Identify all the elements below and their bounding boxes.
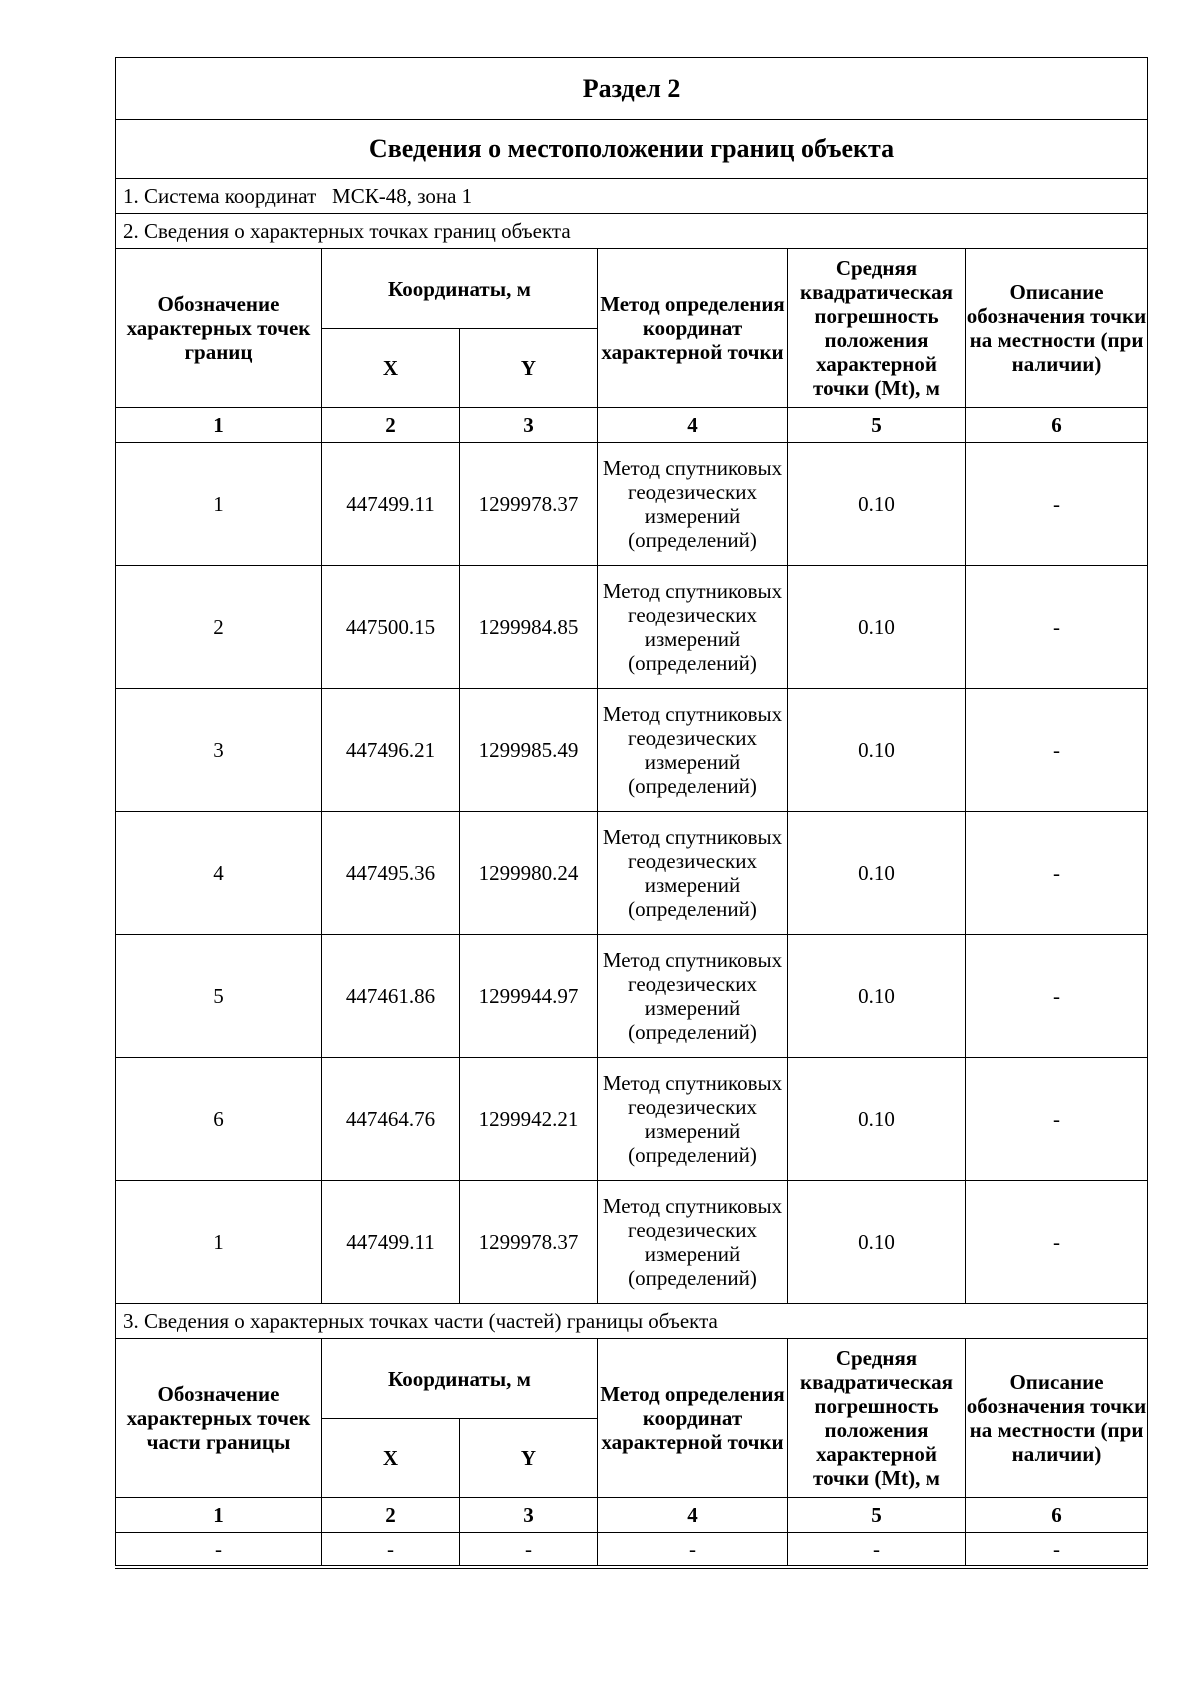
description: - [966,689,1148,812]
coord-y: 1299984.85 [460,566,598,689]
coord-y: - [460,1533,598,1568]
table-row [116,566,1148,689]
section-subtitle: Сведения о местоположении границ объекта [116,120,1148,179]
error: - [788,1533,966,1568]
parts-column-numbers-row [116,1498,1148,1533]
coord-y: 1299978.37 [460,1181,598,1304]
col-number: 2 [322,408,460,443]
point-id: 6 [116,1058,322,1181]
point-id: 2 [116,566,322,689]
description: - [966,1181,1148,1304]
coord-x: - [322,1533,460,1568]
points-section-title: 2. Сведения о характерных точках границ объекта [116,214,1148,249]
coordinate-system-label: 1. Система координат [123,184,317,208]
parts-header-x: X [322,1419,460,1498]
method: Метод спутниковых геодезических измерений (определений) [598,935,788,1058]
method: Метод спутниковых геодезических измерений (определений) [598,812,788,935]
coord-x: 447496.21 [322,689,460,812]
error: 0.10 [788,935,966,1058]
error: 0.10 [788,1181,966,1304]
header-method: Метод определения координат характерной точки [598,249,788,408]
point-id: 3 [116,689,322,812]
coord-y: 1299980.24 [460,812,598,935]
parts-header-description: Описание обозначения точки на местности (при наличии) [966,1339,1148,1498]
point-id: 5 [116,935,322,1058]
header-coords: Координаты, м [322,249,598,329]
parts-table-row [116,1533,1148,1568]
parts-header-coords: Координаты, м [322,1339,598,1419]
col-number: 3 [460,408,598,443]
error: 0.10 [788,1058,966,1181]
error: 0.10 [788,689,966,812]
section-title: Раздел 2 [116,58,1148,120]
header-description: Описание обозначения точки на местности (при наличии) [966,249,1148,408]
description: - [966,812,1148,935]
coord-x: 447461.86 [322,935,460,1058]
description: - [966,1533,1148,1568]
coordinate-system-row [116,179,1148,214]
parts-header-error: Средняя квадратическая погрешность положения характерной точки (Mt), м [788,1339,966,1498]
method: Метод спутниковых геодезических измерений (определений) [598,1058,788,1181]
col-number: 6 [966,408,1148,443]
method: Метод спутниковых геодезических измерений (определений) [598,1181,788,1304]
point-id: - [116,1533,322,1568]
document-sheet [115,57,1147,1569]
error: 0.10 [788,566,966,689]
method: Метод спутниковых геодезических измерений (определений) [598,443,788,566]
coord-x: 447495.36 [322,812,460,935]
boundary-table [115,57,1148,1569]
header-x: X [322,329,460,408]
parts-header-method: Метод определения координат характерной точки [598,1339,788,1498]
col-number: 2 [322,1498,460,1533]
coord-x: 447499.11 [322,443,460,566]
point-id: 1 [116,443,322,566]
col-number: 5 [788,408,966,443]
table-row [116,1181,1148,1304]
header-point: Обозначение характерных точек границ [116,249,322,408]
table-row [116,812,1148,935]
description: - [966,566,1148,689]
parts-section-title: 3. Сведения о характерных точках части (частей) границы объекта [116,1304,1148,1339]
table-row [116,443,1148,566]
header-error: Средняя квадратическая погрешность положения характерной точки (Mt), м [788,249,966,408]
point-id: 4 [116,812,322,935]
col-number: 4 [598,408,788,443]
description: - [966,1058,1148,1181]
parts-header-y: Y [460,1419,598,1498]
error: 0.10 [788,443,966,566]
coord-y: 1299978.37 [460,443,598,566]
method: - [598,1533,788,1568]
description: - [966,935,1148,1058]
description: - [966,443,1148,566]
coord-y: 1299985.49 [460,689,598,812]
method: Метод спутниковых геодезических измерений (определений) [598,566,788,689]
col-number: 6 [966,1498,1148,1533]
col-number: 4 [598,1498,788,1533]
table-row [116,935,1148,1058]
col-number: 1 [116,1498,322,1533]
coord-x: 447500.15 [322,566,460,689]
table-row [116,689,1148,812]
col-number: 5 [788,1498,966,1533]
parts-header-point: Обозначение характерных точек части границы [116,1339,322,1498]
col-number: 1 [116,408,322,443]
col-number: 3 [460,1498,598,1533]
table-row [116,1058,1148,1181]
header-y: Y [460,329,598,408]
method: Метод спутниковых геодезических измерений (определений) [598,689,788,812]
column-numbers-row [116,408,1148,443]
coord-x: 447499.11 [322,1181,460,1304]
coordinate-system-value: МСК-48, зона 1 [332,184,473,208]
coord-y: 1299944.97 [460,935,598,1058]
error: 0.10 [788,812,966,935]
point-id: 1 [116,1181,322,1304]
coord-y: 1299942.21 [460,1058,598,1181]
coord-x: 447464.76 [322,1058,460,1181]
